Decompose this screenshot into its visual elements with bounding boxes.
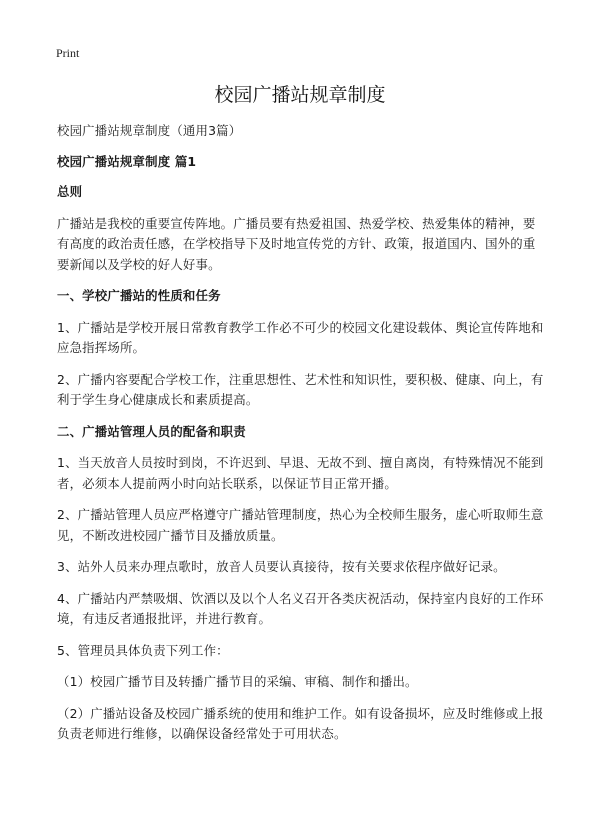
paragraph-staff-5: 5、管理员具体负责下列工作： (57, 642, 229, 658)
section-heading-nature: 一、学校广播站的性质和任务 (57, 288, 221, 303)
paragraph-staff-4: 4、广播站内严禁吸烟、饮酒以及以个人名义召开各类庆祝活动，保持室内良好的工作环境，有违反者通报批评，并进行教育。 (57, 590, 544, 626)
paragraph-general: 广播站是我校的重要宣传阵地。广播员要有热爱祖国、热爱学校、热爱集体的精神，要有高度的政治责任感，在学校指导下及时地宣传党的方针、政策，报道国内、国外的重要新闻以及学校的好人好事。 (57, 215, 536, 272)
section-heading-general: 总则 (57, 184, 83, 199)
paragraph-staff-2: 2、广播站管理人员应严格遵守广播站管理制度，热心为全校师生服务，虚心听取师生意见，不断改进校园广播节目及播放质量。 (57, 507, 544, 543)
document-body (57, 121, 545, 756)
print-label: Print (56, 46, 80, 60)
paragraph-staff-5-1: （1）校园广播节目及转播广播节目的采编、审稿、制作和播出。 (57, 674, 418, 689)
paragraph-staff-1: 1、当天放音人员按时到岗，不许迟到、早退、无故不到、擅自离岗，有特殊情况不能到者，必须本人提前两小时向站长联系，以保证节目正常开播。 (57, 455, 544, 491)
article-title: 校园广播站规章制度 篇1 (57, 153, 197, 169)
paragraph-staff-3: 3、站外人员来办理点歌时，放音人员要认真接待，按有关要求依程序做好记录。 (57, 559, 506, 574)
page-title: 校园广播站规章制度 (214, 84, 386, 106)
paragraph-nature-2: 2、广播内容要配合学校工作，注重思想性、艺术性和知识性，要积极、健康、向上，有利于学生身心健康成长和素质提高。 (57, 371, 544, 407)
paragraph-staff-5-2: （2）广播站设备及校园广播系统的使用和维护工作。如有设备损坏，应及时维修或上报负责老师进行维修，以确保设备经常处于可用状态。 (57, 705, 544, 741)
paragraph-nature-1: 1、广播站是学校开展日常教育教学工作必不可少的校园文化建设载体、舆论宣传阵地和应急指挥场所。 (57, 319, 544, 355)
section-heading-staff: 二、广播站管理人员的配备和职责 (57, 423, 246, 439)
document-subtitle: 校园广播站规章制度（通用3篇） (57, 123, 242, 138)
